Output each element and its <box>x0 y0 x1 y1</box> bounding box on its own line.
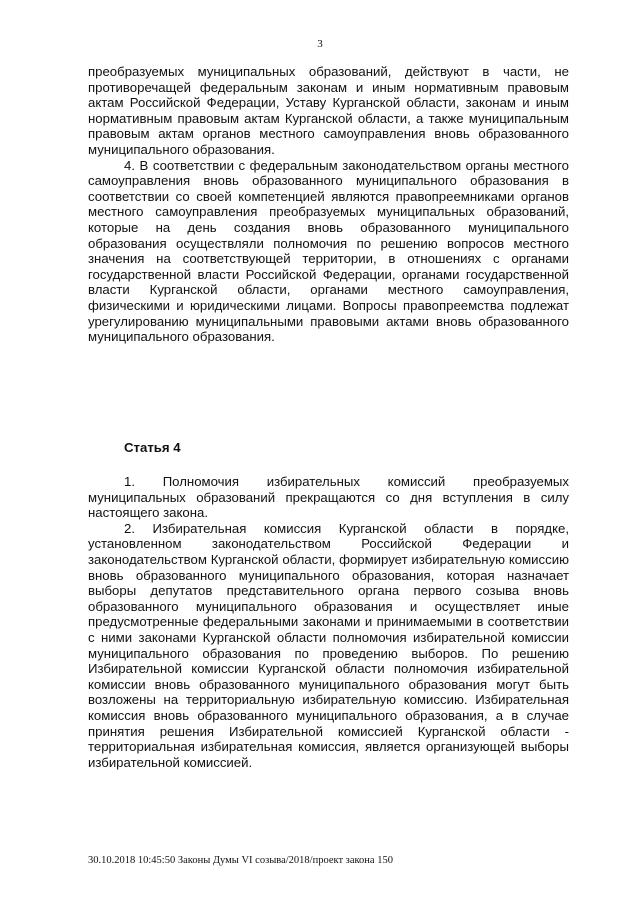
article-body <box>88 474 569 770</box>
footer-path: 30.10.2018 10:45:50 Законы Думы VI созыва/2018/проект закона 150 <box>88 855 393 866</box>
paragraph-item-2: 2. Избирательная комиссия Курганской области в порядке, установленном законодательством Российской Федерации и законодательством Курганской области, формирует избирательную комиссию вновь образованного муниципального образования, которая назначает выборы депутатов представительного органа первого созыва вновь образованного муниципального образования и осуществляет иные предусмотренные федеральными законами и принимаемыми в соответствии с ними законами Курганской области полномочия избирательной комиссии муниципального образования по проведению выборов. По решению Избирательной комиссии Курганской области полномочия избирательной комиссии вновь образованного муниципального образования могут быть возложены на территориальную избирательную комиссию. Избирательная комиссия вновь образованного муниципального образования, а в случае принятия решения Избирательной комиссией Курганской области - территориальная избирательная комиссия, является организующей выборы избирательной комиссией. <box>88 520 569 770</box>
document-body <box>88 64 569 345</box>
paragraph-item-1: 1. Полномочия избирательных комиссий преобразуемых муниципальных образований прекращаются со дня вступления в силу настоящего закона. <box>88 474 569 521</box>
paragraph-item-4: 4. В соответствии с федеральным законодательством органы местного самоуправления вновь образованного муниципального образования в соответствии со своей компетенцией являются правопреемниками органов местного самоуправления преобразуемых муниципальных образований, которые на день создания вновь образованного муниципального образования осуществляли полномочия по решению вопросов местного значения на соответствующей территории, в отношениях с органами государственной власти Российской Федерации, органами государственной власти Курганской области, органами местного самоуправления, физическими и юридическими лицами. Вопросы правопреемства подлежат урегулированию муниципальными правовыми актами вновь образованного муниципального образования. <box>88 157 569 345</box>
article-section <box>88 440 569 456</box>
article-heading: Статья 4 <box>124 440 181 455</box>
page-number: 3 <box>317 38 323 50</box>
paragraph-continuation: преобразуемых муниципальных образований, действуют в части, не противоречащей федеральным законам и иным нормативным правовым актам Российской Федерации, Уставу Курганской области, законам и иным нормативным правовым актам Курганской области, а также муниципальным правовым актам органов местного самоуправления вновь образованного муниципального образования. <box>88 64 569 157</box>
